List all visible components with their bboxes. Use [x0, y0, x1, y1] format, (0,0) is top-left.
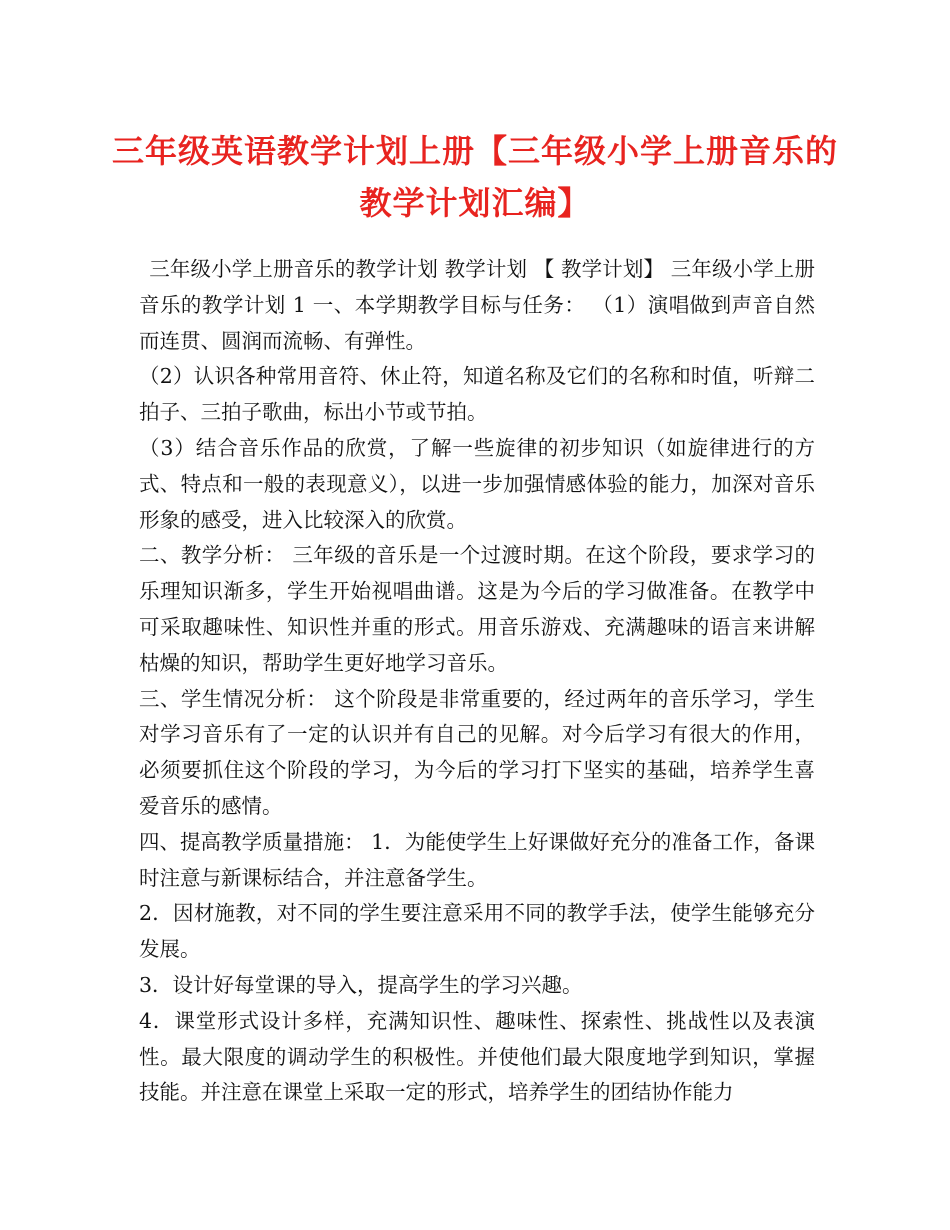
paragraph-student-analysis: 三、学生情况分析： 这个阶段是非常重要的，经过两年的音乐学习，学生对学习音乐有了一定的认识并有自己的见解。对今后学习有很大的作用，必须要抓住这个阶段的学习，为今后的学习打下坚实的基础，培养学生喜爱音乐的感情。	[139, 686, 815, 818]
document-body	[139, 252, 815, 1111]
paragraph-measures-4: 4．课堂形式设计多样，充满知识性、趣味性、探索性、挑战性以及表演性。最大限度的调动学生的积极性。并使他们最大限度地学到知识，掌握技能。并注意在课堂上采取一定的形式，培养学生的团结协作能力	[139, 1008, 815, 1105]
paragraph-measures-1: 四、提高教学质量措施： 1．为能使学生上好课做好充分的准备工作，备课时注意与新课标结合，并注意备学生。	[139, 829, 815, 890]
paragraph-measures-2: 2．因材施教，对不同的学生要注意采用不同的教学手法，使学生能够充分发展。	[139, 901, 815, 962]
paragraph-goal-3: （3）结合音乐作品的欣赏，了解一些旋律的初步知识（如旋律进行的方式、特点和一般的表现意义），以进一步加强情感体验的能力，加深对音乐形象的感受，进入比较深入的欣赏。	[139, 435, 815, 532]
paragraph-goal-2: （2）认识各种常用音符、休止符，知道名称及它们的名称和时值，听辩二拍子、三拍子歌曲，标出小节或节拍。	[139, 364, 815, 425]
document-title: 三年级英语教学计划上册【三年级小学上册音乐的教学计划汇编】	[111, 132, 838, 222]
paragraph-teaching-analysis: 二、教学分析： 三年级的音乐是一个过渡时期。在这个阶段，要求学习的乐理知识渐多，学生开始视唱曲谱。这是为今后的学习做准备。在教学中可采取趣味性、知识性并重的形式。用音乐游戏、充满趣味的语言来讲解枯燥的知识，帮助学生更好地学习音乐。	[139, 543, 815, 675]
paragraph-intro: 三年级小学上册音乐的教学计划 教学计划 【 教学计划】 三年级小学上册音乐的教学计划 1 一、本学期教学目标与任务： （1）演唱做到声音自然而连贯、圆润而流畅、有弹性。	[139, 257, 815, 353]
paragraph-measures-3: 3．设计好每堂课的导入，提高学生的学习兴趣。	[139, 972, 583, 997]
